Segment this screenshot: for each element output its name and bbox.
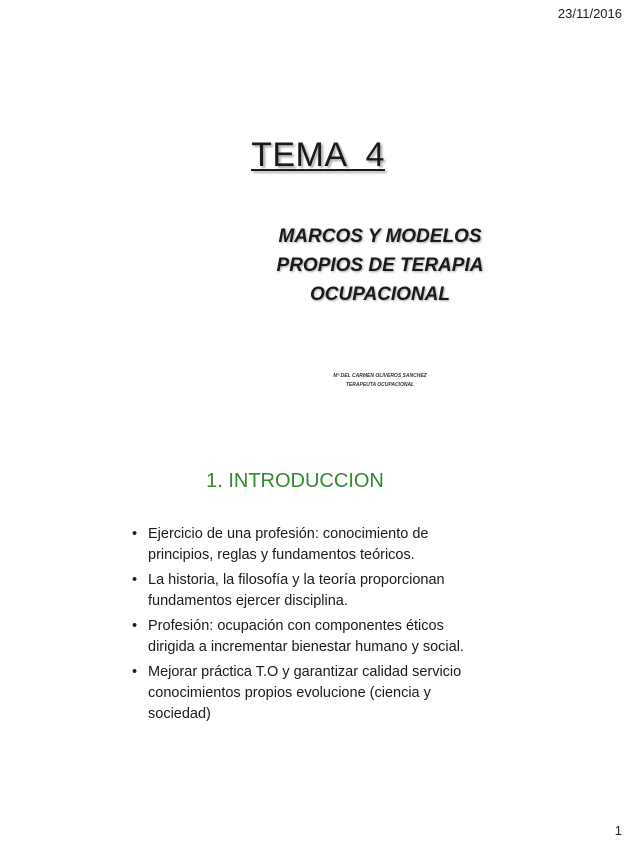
list-item-line: Mejorar práctica T.O y garantizar calidad servicio (148, 664, 462, 680)
list-item-line: fundamentos ejercer disciplina. (148, 593, 348, 609)
list-item (132, 570, 532, 612)
bullet-icon: • (132, 618, 138, 634)
bullet-icon: • (132, 664, 138, 680)
slide-subtitle (240, 222, 520, 309)
section-heading: 1. INTRODUCCION (206, 470, 384, 492)
slide-title (0, 0, 636, 420)
list-item-line: La historia, la filosofía y la teoría proporcionan (148, 572, 445, 588)
slide-title-heading: TEMA 4 (251, 136, 385, 174)
list-item-line: sociedad) (148, 706, 211, 722)
list-item-line: Profesión: ocupación con componentes éticos (148, 618, 444, 634)
subtitle-line: MARCOS Y MODELOS (278, 226, 482, 247)
author-role: TERAPEUTA OCUPACIONAL (345, 382, 415, 388)
list-item (132, 662, 532, 725)
list-item (132, 524, 532, 566)
list-item-line: principios, reglas y fundamentos teóricos. (148, 547, 415, 563)
list-item-line: conocimientos propios evolucione (ciencia y (148, 685, 431, 701)
author-credit (240, 372, 520, 390)
page-number: 1 (614, 823, 622, 838)
print-date: 23/11/2016 (557, 6, 622, 21)
bullet-list (132, 524, 532, 729)
bullet-icon: • (132, 526, 138, 542)
author-name: Mª DEL CARMEN OLIVEROS SANCHEZ (333, 373, 427, 379)
list-item-line: Ejercicio de una profesión: conocimiento de (148, 526, 429, 542)
subtitle-line: OCUPACIONAL (309, 284, 451, 305)
list-item-line: dirigida a incrementar bienestar humano y social. (148, 639, 464, 655)
list-item (132, 616, 532, 658)
subtitle-line: PROPIOS DE TERAPIA (276, 255, 484, 276)
bullet-icon: • (132, 572, 138, 588)
